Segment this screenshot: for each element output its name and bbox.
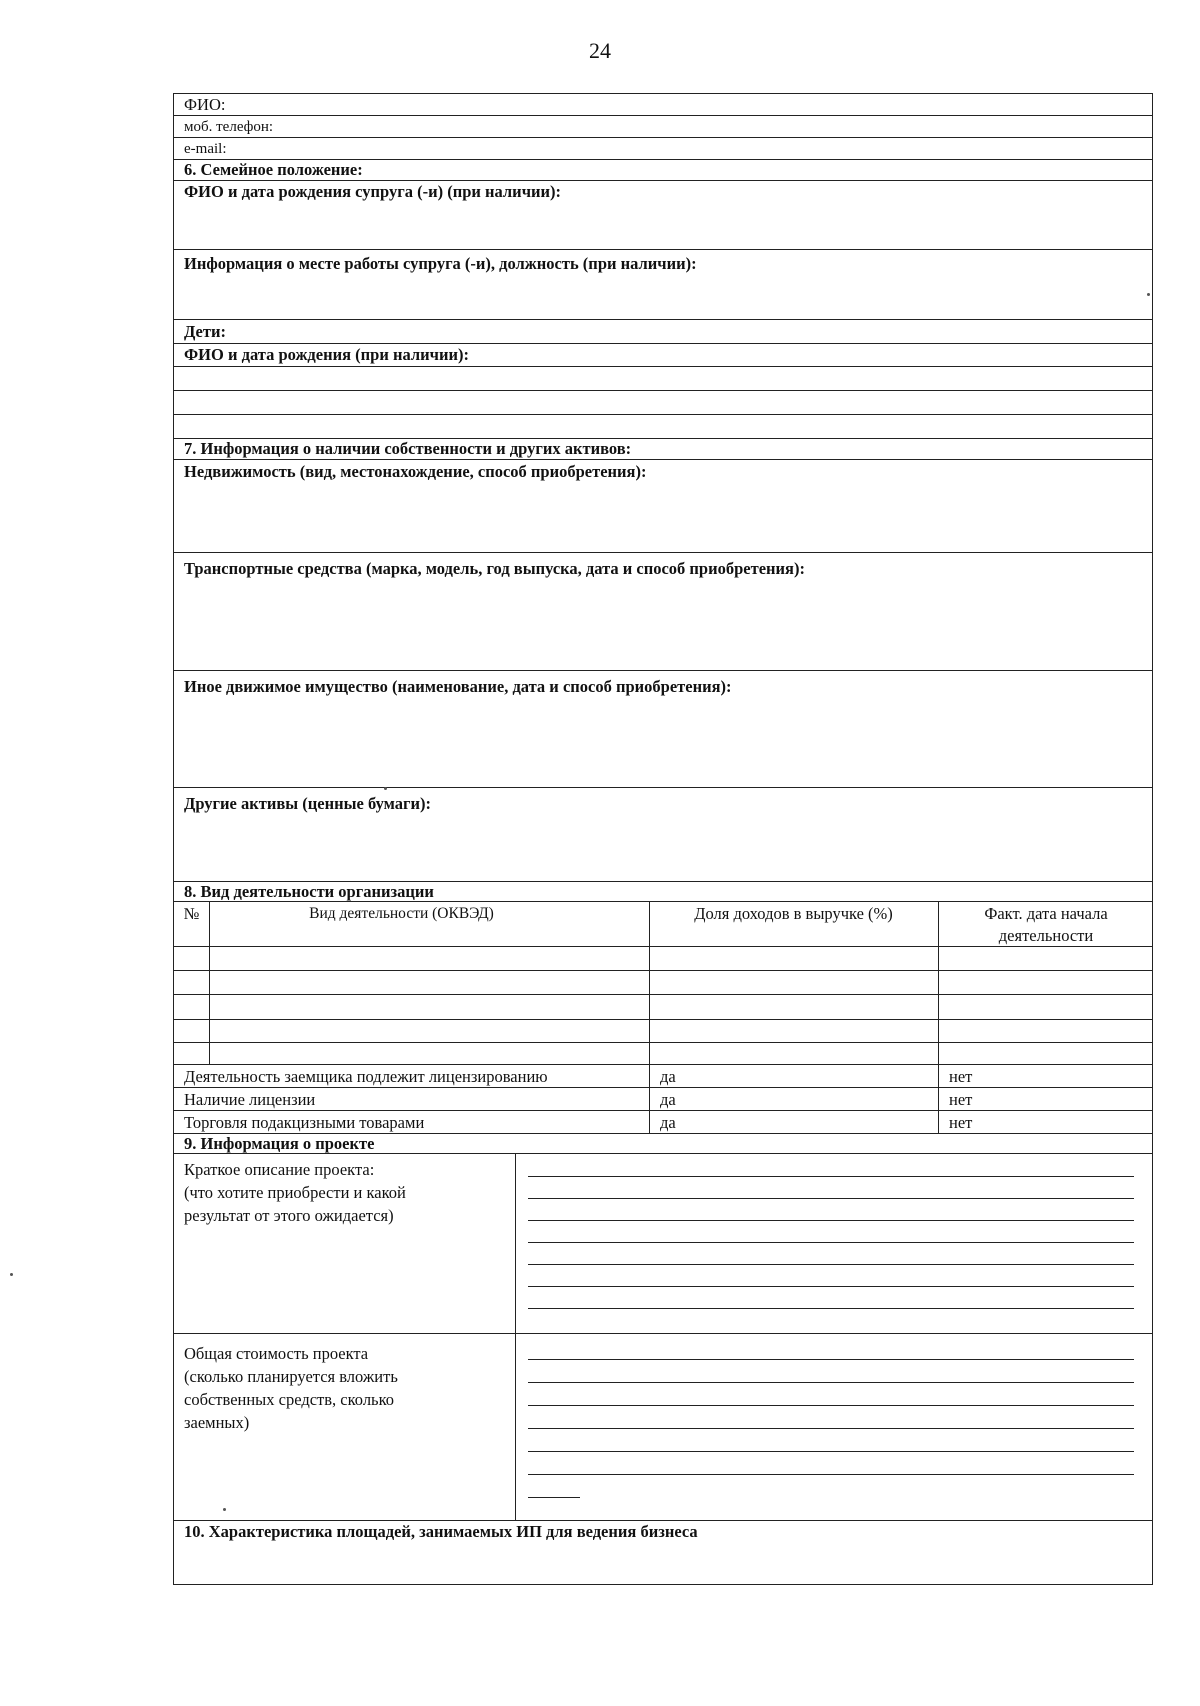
scan-speck — [223, 1508, 226, 1511]
email-label: e-mail: — [184, 141, 227, 157]
children-entry-row[interactable] — [174, 415, 1152, 439]
section9-title-row — [174, 1134, 1152, 1154]
vehicles-field[interactable] — [174, 553, 1152, 671]
project-description-label-line2: (что хотите приобрести и какой — [184, 1183, 406, 1202]
section7-title: 7. Информация о наличии собственности и других активов: — [184, 439, 632, 458]
activity-start-header-line2: деятельности — [998, 926, 1094, 945]
movable-property-field[interactable] — [174, 671, 1152, 788]
activity-num-header: № — [183, 904, 200, 923]
license-available-row — [174, 1088, 1152, 1111]
section9-title: 9. Информация о проекте — [184, 1134, 375, 1153]
excise-goods-label: Торговля подакцизными товарами — [184, 1113, 425, 1132]
section7-title-row — [174, 439, 1152, 460]
section6-title: 6. Семейное положение: — [184, 160, 363, 179]
spouse-name-dob-field[interactable] — [174, 181, 1152, 250]
scan-speck — [10, 1273, 13, 1276]
spouse-work-field[interactable] — [174, 250, 1152, 320]
excise-goods-yes-option[interactable]: да — [660, 1113, 676, 1132]
section10-title: 10. Характеристика площадей, занимаемых ИП для ведения бизнеса — [184, 1522, 698, 1541]
activity-table-header — [174, 902, 1152, 947]
licensing-required-label: Деятельность заемщика подлежит лицензированию — [184, 1067, 548, 1086]
activity-table-row[interactable] — [174, 1043, 1152, 1065]
licensing-required-yes-option[interactable]: да — [660, 1067, 676, 1086]
children-label: Дети: — [184, 322, 226, 341]
children-name-dob-row — [174, 344, 1152, 367]
project-cost-label-line2: (сколько планируется вложить — [184, 1367, 398, 1386]
project-cost-label-line3: собственных средств, сколько — [184, 1390, 395, 1409]
movable-property-label: Иное движимое имущество (наименование, дата и способ приобретения): — [184, 677, 732, 696]
scan-speck — [1147, 293, 1150, 296]
activity-okved-header: Вид деятельности (ОКВЭД) — [309, 905, 494, 922]
activity-table-row[interactable] — [174, 947, 1152, 971]
excise-goods-no-option[interactable]: нет — [949, 1113, 973, 1132]
excise-goods-row — [174, 1111, 1152, 1134]
project-description-label-line1: Краткое описание проекта: — [184, 1160, 375, 1179]
section8-title-row — [174, 882, 1152, 902]
other-assets-label: Другие активы (ценные бумаги): — [184, 794, 431, 813]
scan-speck — [384, 787, 387, 790]
project-cost-input[interactable] — [516, 1334, 1152, 1520]
children-row — [174, 320, 1152, 344]
spouse-work-label: Информация о месте работы супруга (-и), должность (при наличии): — [184, 254, 697, 273]
section8-title: 8. Вид деятельности организации — [184, 882, 434, 901]
children-entry-row[interactable] — [174, 391, 1152, 415]
activity-share-header: Доля доходов в выручке (%) — [694, 904, 893, 923]
spouse-name-dob-label: ФИО и дата рождения супруга (-и) (при наличии): — [184, 182, 562, 201]
fio-label: ФИО: — [184, 95, 226, 114]
vehicles-label: Транспортные средства (марка, модель, год выпуска, дата и способ приобретения): — [184, 559, 805, 578]
license-available-no-option[interactable]: нет — [949, 1090, 973, 1109]
project-cost-label-line4: заемных) — [184, 1413, 250, 1432]
license-available-label: Наличие лицензии — [184, 1090, 316, 1109]
project-description-input[interactable] — [516, 1154, 1152, 1333]
other-assets-field[interactable] — [174, 788, 1152, 882]
licensing-required-row — [174, 1065, 1152, 1088]
real-estate-field[interactable] — [174, 460, 1152, 553]
activity-table-row[interactable] — [174, 995, 1152, 1020]
licensing-required-no-option[interactable]: нет — [949, 1067, 973, 1086]
activity-table-row[interactable] — [174, 971, 1152, 995]
activity-start-header-line1: Факт. дата начала — [984, 904, 1108, 923]
mobile-phone-row[interactable] — [174, 116, 1152, 138]
project-description-row — [174, 1154, 1152, 1334]
children-name-dob-label: ФИО и дата рождения (при наличии): — [184, 345, 469, 364]
children-entry-row[interactable] — [174, 367, 1152, 391]
application-form-table — [173, 93, 1153, 1585]
license-available-yes-option[interactable]: да — [660, 1090, 676, 1109]
project-description-label-line3: результат от этого ожидается) — [184, 1206, 394, 1225]
mobile-phone-label: моб. телефон: — [184, 119, 274, 135]
project-cost-row — [174, 1334, 1152, 1521]
real-estate-label: Недвижимость (вид, местонахождение, способ приобретения): — [184, 462, 647, 481]
section10-title-row — [174, 1521, 1152, 1543]
project-cost-label-line1: Общая стоимость проекта — [184, 1344, 369, 1363]
page-number: 24 — [589, 38, 611, 63]
fio-row[interactable] — [174, 94, 1152, 116]
activity-table-row[interactable] — [174, 1020, 1152, 1043]
email-row[interactable] — [174, 138, 1152, 160]
section6-title-row — [174, 160, 1152, 181]
